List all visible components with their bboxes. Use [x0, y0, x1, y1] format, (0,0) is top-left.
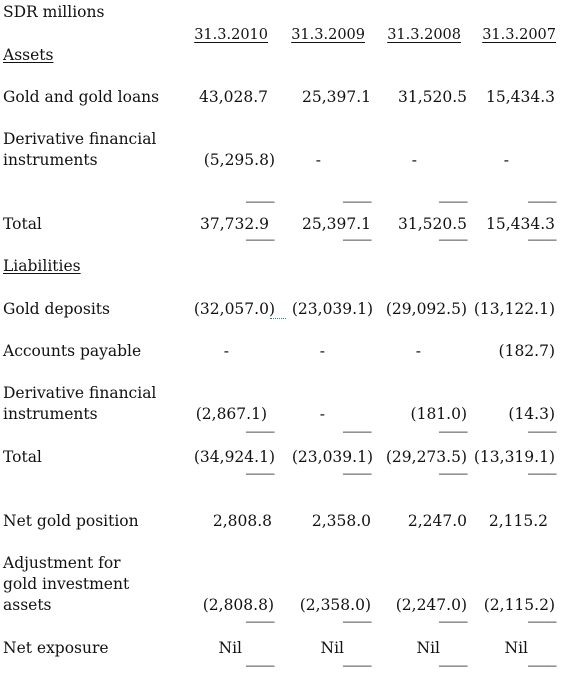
value-assets-derivative-2008: -	[411, 151, 417, 169]
value-liab-total-2009: (23,039.1)	[291, 448, 373, 466]
row-label-gold-loans: Gold and gold loans	[3, 88, 160, 106]
value-assets-total-2007: 15,434.3	[485, 215, 555, 233]
rule-liab-total-bottom-2010: ------------	[245, 469, 274, 480]
value-net-exposure-2010: Nil	[218, 639, 242, 657]
value-assets-derivative-2010: (5,295.8)	[203, 151, 275, 169]
value-gold-loans-2008: 31,520.5	[397, 88, 467, 106]
value-assets-total-2009: 25,397.1	[301, 215, 371, 233]
value-gold-deposits-2008: (29,092.5)	[385, 300, 467, 318]
rule-assets-total-top-2010: ------------	[245, 197, 274, 208]
row-label-net-exposure: Net exposure	[3, 639, 109, 657]
value-accounts-payable-2008: -	[415, 342, 421, 360]
value-net-gold-2008: 2,247.0	[407, 512, 467, 530]
value-net-gold-2009: 2,358.0	[311, 512, 371, 530]
rule-net-exposure-top-2008: ------------	[438, 617, 467, 628]
rule-liab-total-top-2008: ------------	[438, 427, 467, 438]
rule-liab-total-bottom-2009: ------------	[342, 469, 371, 480]
spellcheck-squiggle	[270, 314, 286, 319]
value-adjustment-2008: (2,247.0)	[395, 596, 467, 614]
rule-net-exposure-top-2010: ------------	[245, 617, 274, 628]
value-accounts-payable-2010: -	[223, 342, 229, 360]
rule-assets-total-bottom-2007: ------------	[527, 235, 556, 246]
rule-liab-total-bottom-2007: ------------	[527, 469, 556, 480]
row-label-gold-deposits: Gold deposits	[3, 300, 110, 318]
value-liab-derivative-2010: (2,867.1)	[195, 405, 267, 423]
rule-assets-total-bottom-2008: ------------	[438, 235, 467, 246]
value-liab-total-2008: (29,273.5)	[385, 448, 467, 466]
value-gold-deposits-2010: (32,057.0)	[193, 300, 275, 318]
row-label-accounts-payable: Accounts payable	[3, 342, 142, 360]
rule-liab-total-top-2010: ------------	[245, 427, 274, 438]
section-heading-assets: Assets	[3, 46, 54, 64]
value-net-exposure-2008: Nil	[416, 639, 440, 657]
rule-assets-total-top-2009: ------------	[342, 197, 371, 208]
value-adjustment-2009: (2,358.0)	[299, 596, 371, 614]
rule-net-exposure-bottom-2007: ------------	[527, 661, 556, 672]
rule-assets-total-top-2008: ------------	[438, 197, 467, 208]
value-accounts-payable-2007: (182.7)	[498, 342, 555, 360]
column-header-2008: 31.3.2008	[387, 27, 461, 43]
rule-net-exposure-bottom-2009: ------------	[342, 661, 371, 672]
rule-liab-total-top-2009: ------------	[342, 427, 371, 438]
value-gold-loans-2007: 15,434.3	[485, 88, 555, 106]
rule-net-exposure-bottom-2010: ------------	[245, 661, 274, 672]
value-gold-loans-2010: 43,028.7	[198, 88, 268, 106]
row-label-liab-derivative-line1: Derivative financial	[3, 384, 157, 402]
rule-assets-total-bottom-2009: ------------	[342, 235, 371, 246]
rule-net-exposure-top-2007: ------------	[527, 617, 556, 628]
row-label-liab-derivative-line2: instruments	[3, 405, 98, 423]
value-gold-deposits-2009: (23,039.1)	[291, 300, 373, 318]
column-header-2007: 31.3.2007	[482, 27, 556, 43]
value-adjustment-2010: (2,808.8)	[202, 596, 274, 614]
rule-assets-total-top-2007: ------------	[527, 197, 556, 208]
section-heading-liabilities: Liabilities	[3, 257, 81, 275]
row-label-adjustment-line1: Adjustment for	[3, 554, 121, 572]
rule-assets-total-bottom-2010: ------------	[245, 235, 274, 246]
value-liab-derivative-2007: (14.3)	[508, 405, 555, 423]
value-assets-derivative-2007: -	[503, 151, 509, 169]
row-label-adjustment-line2: gold investment	[3, 575, 130, 593]
row-label-liab-total: Total	[3, 448, 42, 466]
value-liab-total-2010: (34,924.1)	[193, 448, 275, 466]
rule-liab-total-top-2007: ------------	[527, 427, 556, 438]
value-adjustment-2007: (2,115.2)	[483, 596, 555, 614]
row-label-adjustment-line3: assets	[3, 596, 52, 614]
value-gold-loans-2009: 25,397.1	[301, 88, 371, 106]
unit-label: SDR millions	[3, 3, 105, 21]
row-label-assets-derivative-line1: Derivative financial	[3, 130, 157, 148]
value-assets-total-2010: 37,732.9	[199, 215, 269, 233]
row-label-assets-derivative-line2: instruments	[3, 151, 98, 169]
rule-liab-total-bottom-2008: ------------	[438, 469, 467, 480]
value-net-gold-2010: 2,808.8	[212, 512, 272, 530]
column-header-2010: 31.3.2010	[194, 27, 268, 43]
rule-net-exposure-bottom-2008: ------------	[438, 661, 467, 672]
column-header-2009: 31.3.2009	[291, 27, 365, 43]
value-liab-total-2007: (13,319.1)	[473, 448, 555, 466]
value-liab-derivative-2008: (181.0)	[410, 405, 467, 423]
row-label-assets-total: Total	[3, 215, 42, 233]
value-assets-total-2008: 31,520.5	[397, 215, 467, 233]
value-assets-derivative-2009: -	[315, 151, 321, 169]
value-net-gold-2007: 2,115.2	[488, 512, 548, 530]
value-liab-derivative-2009: -	[319, 405, 325, 423]
value-gold-deposits-2007: (13,122.1)	[473, 300, 555, 318]
value-accounts-payable-2009: -	[319, 342, 325, 360]
rule-net-exposure-top-2009: ------------	[342, 617, 371, 628]
value-net-exposure-2007: Nil	[504, 639, 528, 657]
row-label-net-gold-position: Net gold position	[3, 512, 139, 530]
value-net-exposure-2009: Nil	[320, 639, 344, 657]
